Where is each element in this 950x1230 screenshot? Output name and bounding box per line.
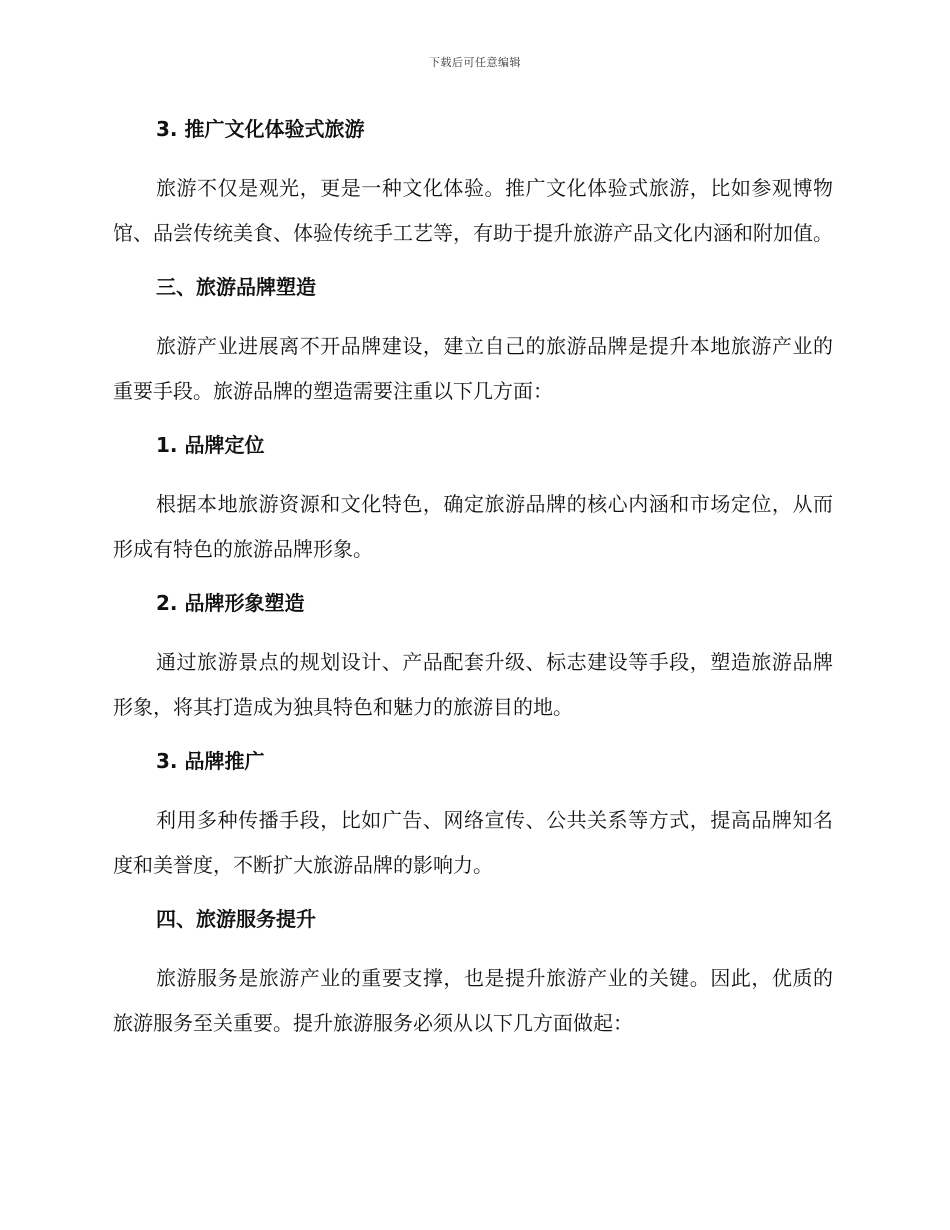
chapter-heading: 四、旅游服务提升 bbox=[156, 907, 316, 931]
section-heading: 3. 品牌推广 bbox=[156, 749, 265, 773]
section-heading: 3. 推广文化体验式旅游 bbox=[156, 117, 365, 141]
page-header-note: 下载后可任意编辑 bbox=[429, 56, 521, 69]
paragraph: 根据本地旅游资源和文化特色，确定旅游品牌的核心内涵和市场定位，从而形成有特色的旅游品牌形象。 bbox=[113, 492, 833, 561]
chapter-heading: 三、旅游品牌塑造 bbox=[156, 275, 316, 299]
section-heading: 2. 品牌形象塑造 bbox=[156, 591, 305, 615]
paragraph: 旅游产业进展离不开品牌建设，建立自己的旅游品牌是提升本地旅游产业的重要手段。旅游品牌的塑造需要注重以下几方面： bbox=[113, 334, 833, 403]
paragraph: 旅游服务是旅游产业的重要支撑，也是提升旅游产业的关键。因此，优质的旅游服务至关重要。提升旅游服务必须从以下几方面做起： bbox=[113, 966, 833, 1035]
paragraph: 旅游不仅是观光，更是一种文化体验。推广文化体验式旅游，比如参观博物馆、品尝传统美食、体验传统手工艺等，有助于提升旅游产品文化内涵和附加值。 bbox=[113, 176, 833, 245]
document-body bbox=[113, 110, 833, 1058]
paragraph: 利用多种传播手段，比如广告、网络宣传、公共关系等方式，提高品牌知名度和美誉度，不断扩大旅游品牌的影响力。 bbox=[113, 808, 833, 877]
paragraph: 通过旅游景点的规划设计、产品配套升级、标志建设等手段，塑造旅游品牌形象，将其打造成为独具特色和魅力的旅游目的地。 bbox=[113, 650, 833, 719]
section-heading: 1. 品牌定位 bbox=[156, 433, 265, 457]
